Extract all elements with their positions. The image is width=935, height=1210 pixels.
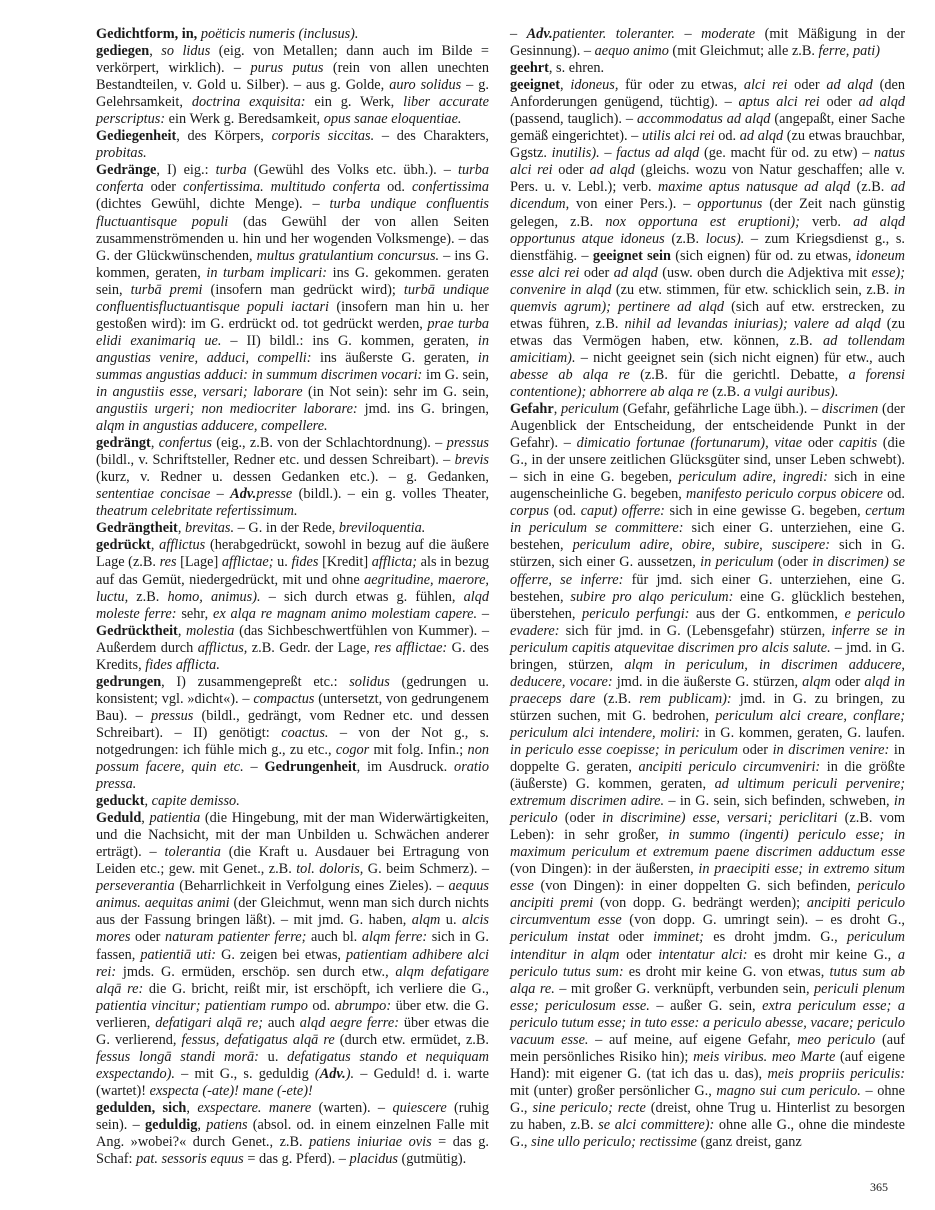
dictionary-entry (96, 537, 489, 673)
dictionary-entry (96, 43, 489, 128)
entry-headword: gedulden, sich (96, 1099, 187, 1116)
entry-headword: gedrückt (96, 537, 151, 554)
entry-headword: gedrängt (96, 435, 151, 452)
dictionary-entry (510, 77, 905, 401)
entry-body: , confertus (eig., z.B. von der Schlachtordnung). – pressus (bildl., v. Schriftsteller, Redner etc. und dessen Schreibart). – brevis (kurz, v. Redner u. dessen Gedanken etc.). – g. Gedanken, sententiae concisae – Adv.presse (bildl.). – ein g. volles Theater, theatrum celebritate refertissimum. (96, 435, 490, 520)
dictionary-entry (96, 1100, 489, 1168)
entry-headword: geeignet (510, 77, 561, 94)
entry-headword: gedrungen (96, 673, 162, 690)
entry-body: poëticis numeris (inclusus). (200, 26, 359, 42)
dictionary-entry (510, 26, 905, 60)
dictionary-entry (96, 810, 489, 1100)
entry-headword: Geduld (96, 810, 142, 827)
entry-body: , exspectare. manere (warten). – quiescere (ruhig sein). – geduldig, patiens (absol. od. in einem einzelnen Falle mit Ang. »wobei?« durch Genet., z.B. patiens iniuriae ovis = das g. Schaf: pat. sessoris equus = das g. Pferd). – placidus (gutmütig). (96, 1099, 489, 1168)
entry-headword: gediegen (96, 43, 150, 60)
entry-body: , I) zusammengepreßt etc.: solidus (gedrungen u. konsistent; vgl. »dicht«). – compactus (untersetzt, von gedrungenem Bau). – pressus (bildl., gedrängt, vom Redner etc. und dessen Schreibart). – II) genötigt: coactus. – von der Not g., s. notgedrungen: ich fühle mich g., zu etc., cogor mit folg. Infin.; non possum facere, quin etc. – Gedrungenheit, im Ausdruck. oratio pressa. (96, 673, 490, 793)
entry-body: , des Körpers, corporis siccitas. – des Charakters, probitas. (96, 128, 489, 162)
entry-body: – Adv.patienter. toleranter. – moderate (mit Mäßigung in der Gesinnung). – aequo animo (mit Gleichmut; alle z.B. ferre, pati) (510, 26, 905, 60)
entry-body: , I) eig.: turba (Gewühl des Volks etc. übh.). – turba conferta oder confertissima. multitudo conferta od. confertissima (dichtes Gewühl, dichte Menge). – turba undique confluentis fluctuantisque populi (das Gewühl der von allen Seiten zusammenströmenden u. hin und her wogenden Volksmenge). – das G. der Glückwünschenden, multus gratulantium concursus. – ins G. kommen, geraten, in turbam implicari: ins G. gekommen. geraten sein, turbā premi (insofern man gedrückt wird); turbā undique confluentisfluctuantisque populi iactari (insofern man hin u. her gestoßen wird): im G. erdrückt od. tot gedrückt werden, prae turba elidi exanimariq ue. – II) bildl.: ins G. kommen, geraten, in angustias venire, adduci, compelli: ins äußerste G. geraten, in summas angustias adduci: in summum discrimen vocari: im G. sein, in angustiis esse, versari; laborare (in Not sein): sehr im G. sein, angustiis urgeri; non mediocriter laborare: jmd. ins G. bringen, alqm in angustias adducere, compellere. (96, 162, 489, 435)
dictionary-entry (96, 674, 489, 793)
entry-body: , brevitas. – G. in der Rede, breviloquentia. (177, 520, 426, 537)
dictionary-entry (96, 26, 489, 43)
dictionary-entry (510, 401, 905, 1151)
entry-headword: Gefahr (510, 401, 554, 418)
entry-body: , patientia (die Hingebung, mit der man Widerwärtigkeiten, und die Nachsicht, mit der man Unbilden u. Schwächen anderer erträgt). – tolerantia (die Kraft u. Ausdauer bei Ertragung von Leiden etc.; gew. mit Genet., z.B. tol. doloris, G. beim Schmerz). – perseverantia (Beharrlichkeit in Verfolgung eines Zieles). – aequus animus. aequitas animi (der Gleichmut, wenn man sich durch nichts aus der Fassung bringen läßt). – mit jmd. G. haben, alqm u. alcis mores oder naturam patienter ferre; auch bl. alqm ferre: sich in G. fassen, patientiā uti: G. zeigen bei etwas, patientiam adhibere alci rei: jmds. G. ermüden, erschöp. sen durch etw., alqm defatigare alqā re: die G. bricht, reißt mir, ist erschöpft, ich verliere die G., patientia vincitur; patientiam rumpo od. abrumpo: über etw. die G. verlieren, defatigari alqā re; auch alqd aegre ferre: über etwas die G. verlierend, fessus, defatigatus alqā re (durch etw. ermüdet, z.B. fessus longā standi morā: u. defatigatus stando et nequiquam exspectando). – mit G., s. geduldig (Adv.). – Geduld! d. i. warte (wartet)! exspecta (-ate)! mane (-ete)! (96, 810, 490, 1099)
dictionary-entry (510, 60, 905, 77)
entry-body: , periculum (Gefahr, gefährliche Lage übh.). – discrimen (der Augenblick der Entscheidung, der entscheidende Punkt in der Gefahr). – dimicatio fortunae (fortunarum), vitae oder capitis (die G., in der unsere zeitlichen Glücksgüter sind, unser Leben schwebt). – sich in eine G. begeben, periculum adire, ingredi: sich in eine augenscheinliche G. begeben, manifesto periculo corpus obicere od. corpus (od. caput) offerre: sich in eine gewisse G. begeben, certum in periculum se committere: sich einer G. unterziehen, eine G. bestehen, periculum adire, obire, subire, suscipere: sich in G. stürzen, sich einer G. aussetzen, in periculum (oder in discrimen) se offerre, se inferre: für jmd. sich einer G. unterziehen, eine G. bestehen, subire pro alqo periculum: eine G. glücklich bestehen, überstehen, periculo perfungi: aus der G. entkommen, e periculo evadere: sich für jmd. in G. (Lebensgefahr) stürzen, inferre se in periculum capitis atquevitae discrimen pro alcis salute. – jmd. in G. bringen, stürzen, alqm in periculum, in discrimen adducere, deducere, vocare: jmd. in die äußerste G. stürzen, alqm oder alqd in praeceps dare (z.B. rem publicam): jmd. in G. zu bringen, zu stürzen suchen, mit G. bedrohen, periculum alci creare, conflare; periculum alci intendere, moliri: in G. kommen, geraten, G. laufen. in periculo esse coepisse; in periculum oder in discrimen venire: in doppelte G. geraten, ancipiti periculo circumveniri: in die größte (äußerste) G. kommen, geraten, ad ultimum periculi pervenire; extremum discrimen adire. – in G. sein, sich befinden, schweben, in periculo (oder in discrimine) esse, versari; periclitari (z.B. vom Leben): in sehr großer, in summo (ingenti) periculo esse; in maximum periculum et extremum paene discrimen adductum esse (von Dingen): in der äußersten, in praecipiti esse; in extremo situm esse (von Dingen): in einer doppelten G. sich befinden, periculo ancipiti premi (von dopp. G. bedrängt werden); ancipiti periculo circumventum esse (von dopp. G. umringt sein). – es droht G., periculum instat oder imminet; es droht jmdm. G., periculum intenditur in alqm oder intentatur alci: es droht mir keine G., a periculo tutus sum: es droht mir keine G. von etwas, tutus sum ab alqa re. – mit großer G. verknüpft, verbunden sein, periculi plenum esse; periculosum esse. – außer G. sein, extra periculum esse; a periculo tutum esse; in tuto esse: a periculo abesse, vacare; periculo vacuum esse. – auf meine, auf eigene Gefahr, meo periculo (auf mein persönliches Risiko hin); meis viribus. meo Marte (auf eigene Hand): mit eigener G. (tat ich das u. das), meis propriis periculis: mit (unter) großer persönlicher G., magno sui cum periculo. – ohne G., sine periculo; recte (dreist, ohne Trug u. Hinterlist zu besorgen zu haben, z.B. se alci committere): ohne alle G., ohne die mindeste G., sine ullo periculo; rectissime (ganz dreist, ganz (510, 401, 906, 1151)
entry-body: , capite demisso. (144, 793, 240, 810)
entry-headword: Gedrängtheit (96, 520, 178, 537)
dictionary-entry (96, 520, 489, 537)
entry-headword: geehrt (510, 60, 549, 77)
entry-body: , s. ehren. (548, 60, 605, 77)
dictionary-entry (96, 162, 489, 435)
dictionary-entry (96, 435, 489, 520)
dictionary-entry (96, 793, 489, 810)
dictionary-entry (96, 128, 489, 162)
left-column (96, 26, 489, 1168)
entry-body: , so lidus (eig. von Metallen; dann auch im Bilde = verkörpert, wirklich). – purus putus (rein von allen unechten Bestandteilen, v. Gold u. Silber). – aus g. Golde, auro solidus – g. Gelehrsamkeit, doctrina exquisita: ein g. Werk, liber accurate perscriptus: ein Werk g. Beredsamkeit, opus sanae eloquentiae. (96, 43, 489, 128)
entry-body: , afflictus (herabgedrückt, sowohl in bezug auf die äußere Lage (z.B. res [Lage] afflictae; u. fides [Kredit] afflicta; als in bezug auf das Gemüt, niedergedrückt, mit und ohne aegritudine, maerore, luctu, z.B. homo, animus). – sich durch etwas g. fühlen, alqd moleste ferre: sehr, ex alqa re magnam animo molestiam capere. – Gedrücktheit, molestia (das Sichbeschwertfühlen von Kummer). – Außerdem durch afflictus, z.B. Gedr. der Lage, res afflictae: G. des Kredits, fides afflicta. (96, 537, 490, 673)
entry-headword: geduckt (96, 793, 145, 810)
right-column (510, 26, 905, 1151)
entry-headword: Gediegenheit (96, 128, 177, 145)
entry-body: , idoneus, für oder zu etwas, alci rei oder ad alqd (den Anforderungen genügend, tüchtig). – aptus alci rei oder ad alqd (passend, tauglich). – accommodatus ad alqd (angepaßt, einer Sache gemäß eingerichtet). – utilis alci rei od. ad alqd (zu etwas brauchbar, Ggstz. inutilis). – factus ad alqd (ge. macht für od. zu etw) – natus alci rei oder ad alqd (gleichs. wozu von Natur geschaffen; alle v. Pers. u. v. Lebl.); verb. maxime aptus natusque ad alqd (z.B. ad dicendum, von einer Pers.). – opportunus (der Zeit nach günstig gelegen, z.B. nox opportuna est eruptioni); verb. ad alqd opportunus atque idoneus (z.B. locus). – zum Kriegsdienst g., s. dienstfähig. – geeignet sein (sich eignen) für od. zu etwas, idoneum esse alci rei oder ad alqd (usw. oben durch die Adjektiva mit esse); convenire in alqd (zu etw. stimmen, für etw. schicklich sein, z.B. in quemvis agrum); pertinere ad alqd (sich auf etw. erstrecken, zu etwas führen, z.B. nihil ad levandas iniurias); valere ad alqd (zu etwas das Vermögen haben, etw. können, z.B. ad tollendam amicitiam). – nicht geeignet sein (sich nicht eignen) für etw., auch abesse ab alqa re (z.B. für die gerichtl. Debatte, a forensi contentione); abhorrere ab alqa re (z.B. a vulgi auribus). (510, 77, 906, 400)
page-number: 365 (870, 1180, 888, 1194)
entry-headword: Gedichtform, in, (96, 26, 198, 42)
entry-headword: Gedränge (96, 162, 157, 179)
